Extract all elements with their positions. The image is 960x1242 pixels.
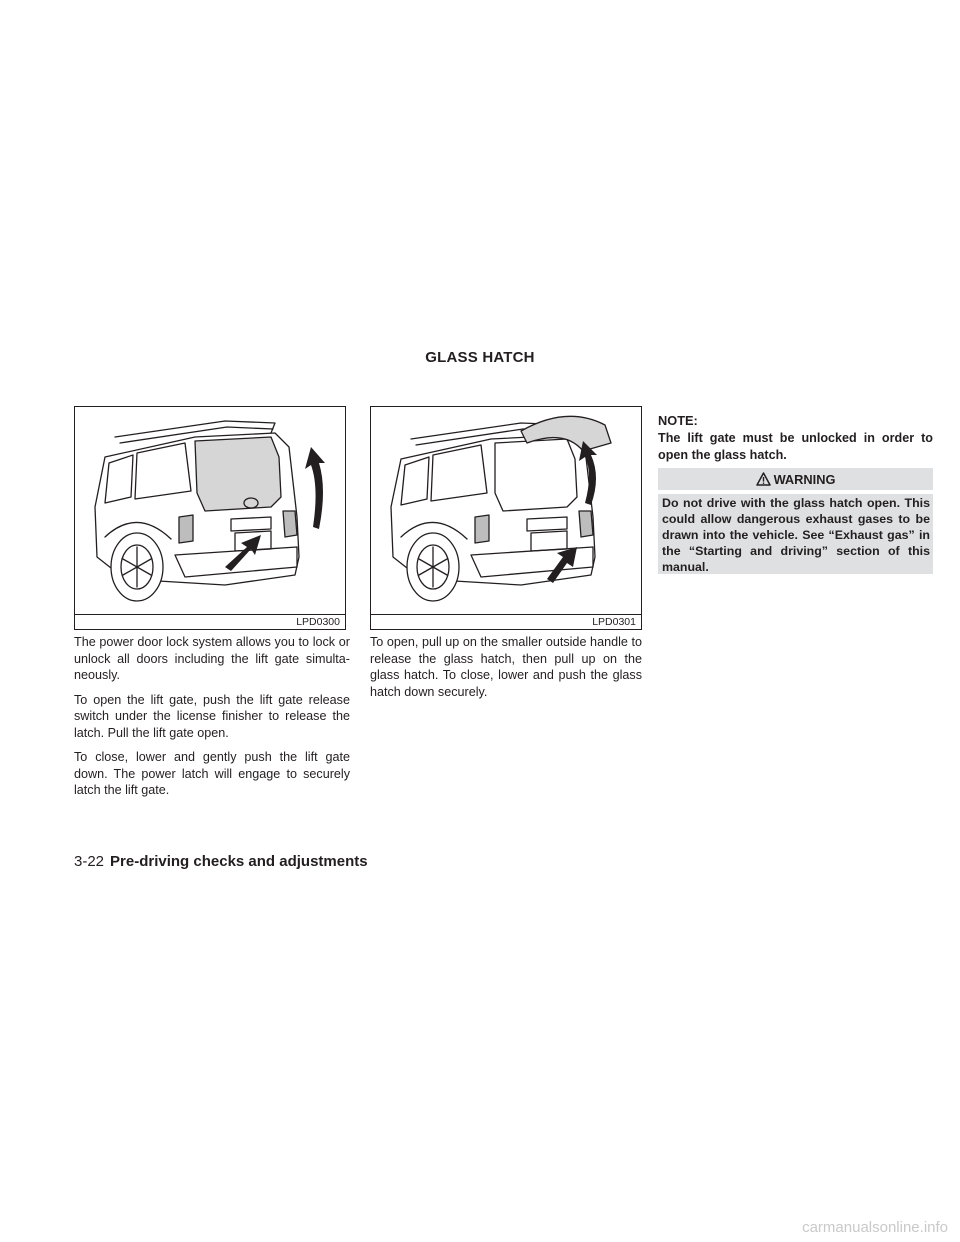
warning-header [658, 468, 933, 490]
column-1-text [74, 634, 350, 807]
page-number: 3-22 [74, 853, 105, 870]
warning-triangle-icon [756, 472, 771, 486]
note-text: The lift gate must be unlocked in order to open the glass hatch. [658, 431, 933, 462]
section-title: GLASS HATCH [425, 349, 535, 366]
paragraph: The power door lock system allows you to lock or unlock all doors including the lift gate simulta-neously. [74, 635, 350, 682]
lift-arrow-icon [305, 447, 325, 529]
paragraph: To open, pull up on the smaller outside handle to release the glass hatch, then pull up on the glass hatch. To close, lower and push the glass hatch down securely. [370, 635, 642, 699]
figure-glass-hatch [370, 406, 642, 630]
warning-title: WARNING [773, 471, 836, 487]
figure-code: LPD0300 [296, 616, 340, 628]
warning-text: Do not drive with the glass hatch open. This could allow dangerous exhaust gases to be drawn into the vehicle. See “Exhaust gas” in the “Starting and driving” section of this manual. [662, 496, 930, 574]
suv-rear-glass-hatch-illustration [371, 407, 642, 617]
push-arrow-icon [225, 535, 261, 571]
column-2-text [370, 634, 642, 708]
warning-box [658, 468, 933, 574]
figure-code: LPD0301 [592, 616, 636, 628]
note-label: NOTE: [658, 413, 698, 428]
footer-section-name: Pre-driving checks and adjustments [110, 853, 368, 870]
paragraph: To open the lift gate, push the lift gate release switch under the license finisher to release the latch. Pull the lift gate open. [74, 692, 350, 740]
suv-rear-liftgate-illustration [75, 407, 346, 617]
figure-lift-gate [74, 406, 346, 630]
watermark: carmanualsonline.info [802, 1219, 948, 1236]
page-footer [74, 853, 368, 870]
paragraph: To close, lower and gently push the lift gate down. The power latch will engage to securely latch the lift gate. [74, 750, 350, 797]
